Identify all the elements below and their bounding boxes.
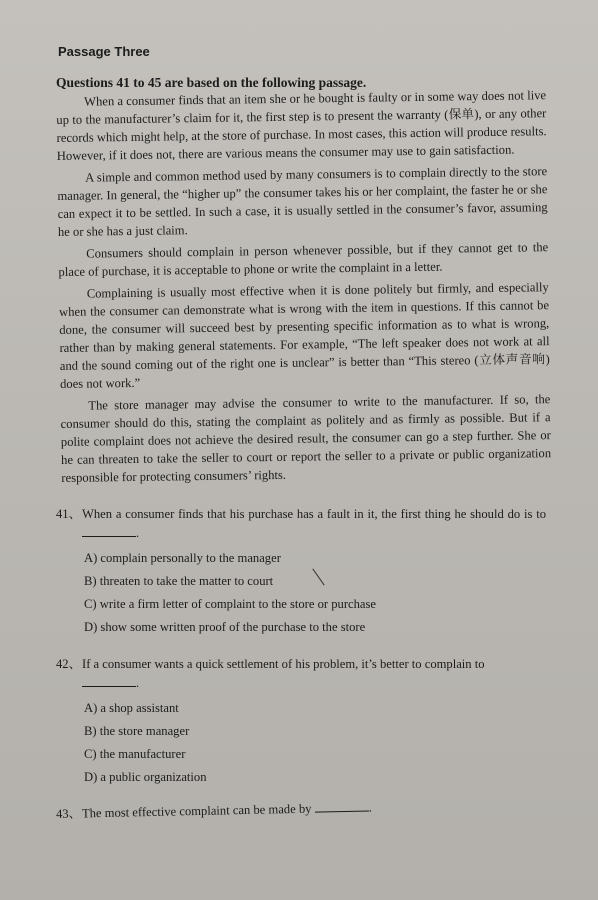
- question-stem-end: .: [368, 800, 372, 815]
- question-stem: When a consumer finds that his purchase has a fault in it, the first thing he should do is to: [82, 507, 546, 521]
- option-c: C) write a firm letter of complaint to the store or purchase: [84, 597, 377, 611]
- question-number: 42、: [56, 657, 82, 671]
- question-stem: The most effective complaint can be made by: [81, 801, 312, 821]
- question-stem-end: .: [136, 676, 140, 690]
- option-d: D) show some written proof of the purchase to the store: [84, 620, 366, 634]
- option-b: B) the store manager: [84, 724, 190, 738]
- passage: [56, 86, 551, 487]
- option-a: A) complain personally to the manager: [84, 551, 281, 565]
- passage-instructions: Questions 41 to 45 are based on the following passage.: [56, 75, 367, 90]
- question-number: 41、: [56, 507, 82, 521]
- question-number: 43、: [55, 806, 82, 821]
- passage-paragraph: A simple and common method used by many consumers is to complain directly to the store manager. In general, the “higher up” the consumer takes his or her complaint, the faster he or she can expect it to be settled. In such a case, it is usually settled in the consumer’s favor, assuming he or she has a just claim.: [57, 164, 548, 239]
- option-b: B) threaten to take the matter to court: [84, 574, 274, 588]
- passage-paragraph: When a consumer finds that an item she or he bought is faulty or in some way does not live up to the manufacturer’s claim for it, the first step is to present the warranty (保单), or any other records which might help, at the store of purchase. In most cases, this action will produce results. However, if it does not, there are various means the consumer may use to gain satisfaction.: [56, 88, 547, 163]
- question-stem-end: .: [136, 526, 140, 540]
- question-43: [56, 795, 546, 824]
- option-c: C) the manufacturer: [84, 747, 186, 761]
- option-a: A) a shop assistant: [84, 701, 179, 715]
- option-list: [84, 697, 546, 789]
- option-list: [84, 547, 546, 639]
- section-title: Passage Three: [58, 44, 150, 59]
- passage-paragraph: The store manager may advise the consumer to write to the manufacturer. If so, the consumer should do this, stating the complaint as politely and as firmly as possible. But if a polite complaint does not achieve the desired result, the consumer can go a step further. She or he can threaten to take the seller to court or report the seller to a private or public organization responsible for protecting consumers’ rights.: [60, 392, 552, 485]
- question-stem: If a consumer wants a quick settlement of his problem, it’s better to complain to: [82, 657, 485, 671]
- answer-blank: [314, 798, 368, 812]
- question-41: [56, 505, 546, 639]
- answer-blank: [82, 524, 136, 537]
- question-42: [56, 655, 546, 789]
- option-d: D) a public organization: [84, 770, 207, 784]
- passage-paragraph: Complaining is usually most effective when it is done politely but firmly, and especially when the consumer can demonstrate what is wrong with the item in questions. If this cannot be done, the consumer will succeed best by presenting specific information as to what is wrong, rather than by making general statements. For example, “The left speaker does not work at all and the sound coming out of the right one is unclear” is better than “This stereo (立体声音响) does not work.”: [58, 280, 550, 391]
- passage-paragraph: Consumers should complain in person whenever possible, but if they cannot get to the place of purchase, it is acceptable to phone or write the complaint in a letter.: [58, 240, 549, 279]
- answer-blank: [82, 674, 136, 687]
